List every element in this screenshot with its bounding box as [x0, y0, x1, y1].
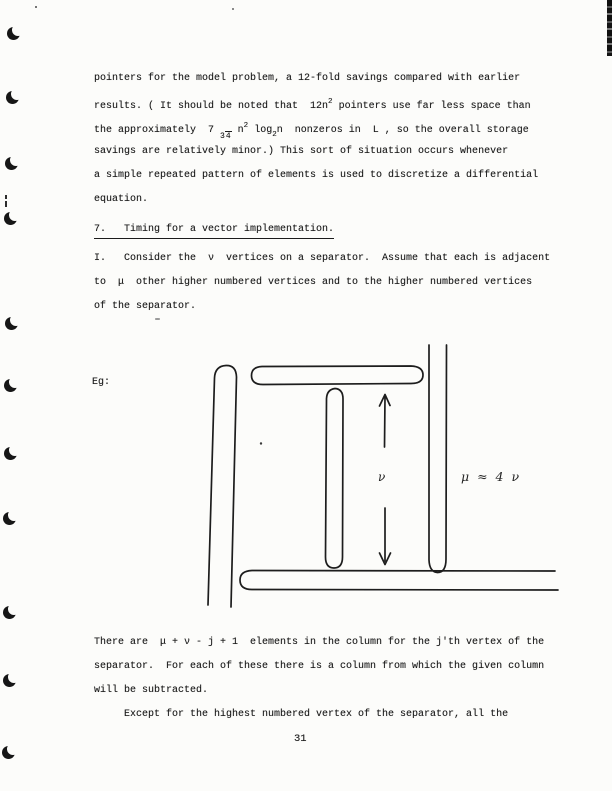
text-line: of the separator. [94, 301, 197, 312]
text-line: to μ other higher numbered vertices and to the higher numbered vertices [94, 277, 533, 288]
binding-hole-mark [6, 91, 19, 104]
binding-hole-mark [7, 27, 20, 40]
text-line: There are μ + ν - j + 1 elements in the column for the j'th vertex of the [94, 637, 545, 648]
middle-capsule-shape [326, 389, 344, 569]
text-line: will be subtracted. [94, 685, 209, 696]
binding-hole-mark [5, 157, 18, 170]
arrow-down-shape [380, 508, 391, 565]
text-line: separator. For each of these there is a column from which the given column [94, 661, 545, 672]
superscript: 2 [328, 98, 333, 106]
text-line: pointers for the model problem, a 12-fold savings compared with earlier [94, 73, 521, 84]
text-line: the approximately 7 34 $n^2$ $\log_2n$ nonzeros in L , so the overall storage [94, 122, 529, 141]
binding-hole-mark [3, 606, 16, 619]
fraction: 34 [220, 132, 231, 141]
left-bar-shape [208, 365, 237, 607]
example-label: Eg: [92, 377, 111, 388]
mu-relation-label: μ ≈ 4 ν [461, 469, 522, 484]
section-heading: 7. Timing for a vector implementation. [94, 223, 334, 239]
superscript: 2 [243, 122, 249, 130]
right-bar-shape [429, 345, 447, 573]
binding-hole-mark [5, 317, 18, 330]
scan-speck [232, 8, 234, 10]
binding-hole-mark [4, 447, 17, 460]
text-line: Except for the highest numbered vertex of the separator, all the [94, 709, 509, 720]
scan-edge-artifact [607, 0, 612, 56]
scan-speck [155, 318, 160, 320]
bottom-bar-shape [240, 571, 558, 591]
binding-hole-mark [3, 674, 16, 687]
binding-hole-mark [4, 379, 17, 392]
text-line: results. ( It should be noted that $12n^2$ pointers use far less space than [94, 98, 531, 112]
subscript: 2 [272, 131, 277, 139]
text-line: a simple repeated pattern of elements is used to discretize a differential [94, 170, 539, 181]
page-number: 31 [294, 733, 307, 745]
text-line: I. Consider the ν vertices on a separator. Assume that each is adjacent [94, 253, 551, 264]
arrow-up-shape [380, 395, 391, 448]
text-line: equation. [94, 194, 149, 205]
binding-tick-mark [5, 195, 7, 207]
binding-hole-mark [4, 212, 17, 225]
text-line: savings are relatively minor.) This sort of situation occurs whenever [94, 146, 509, 157]
scan-speck [35, 6, 37, 8]
top-capsule-shape [252, 366, 424, 385]
ink-dot [260, 442, 262, 444]
nu-count-label: ν [378, 470, 386, 484]
binding-hole-mark [2, 746, 15, 759]
binding-hole-mark [3, 512, 16, 525]
